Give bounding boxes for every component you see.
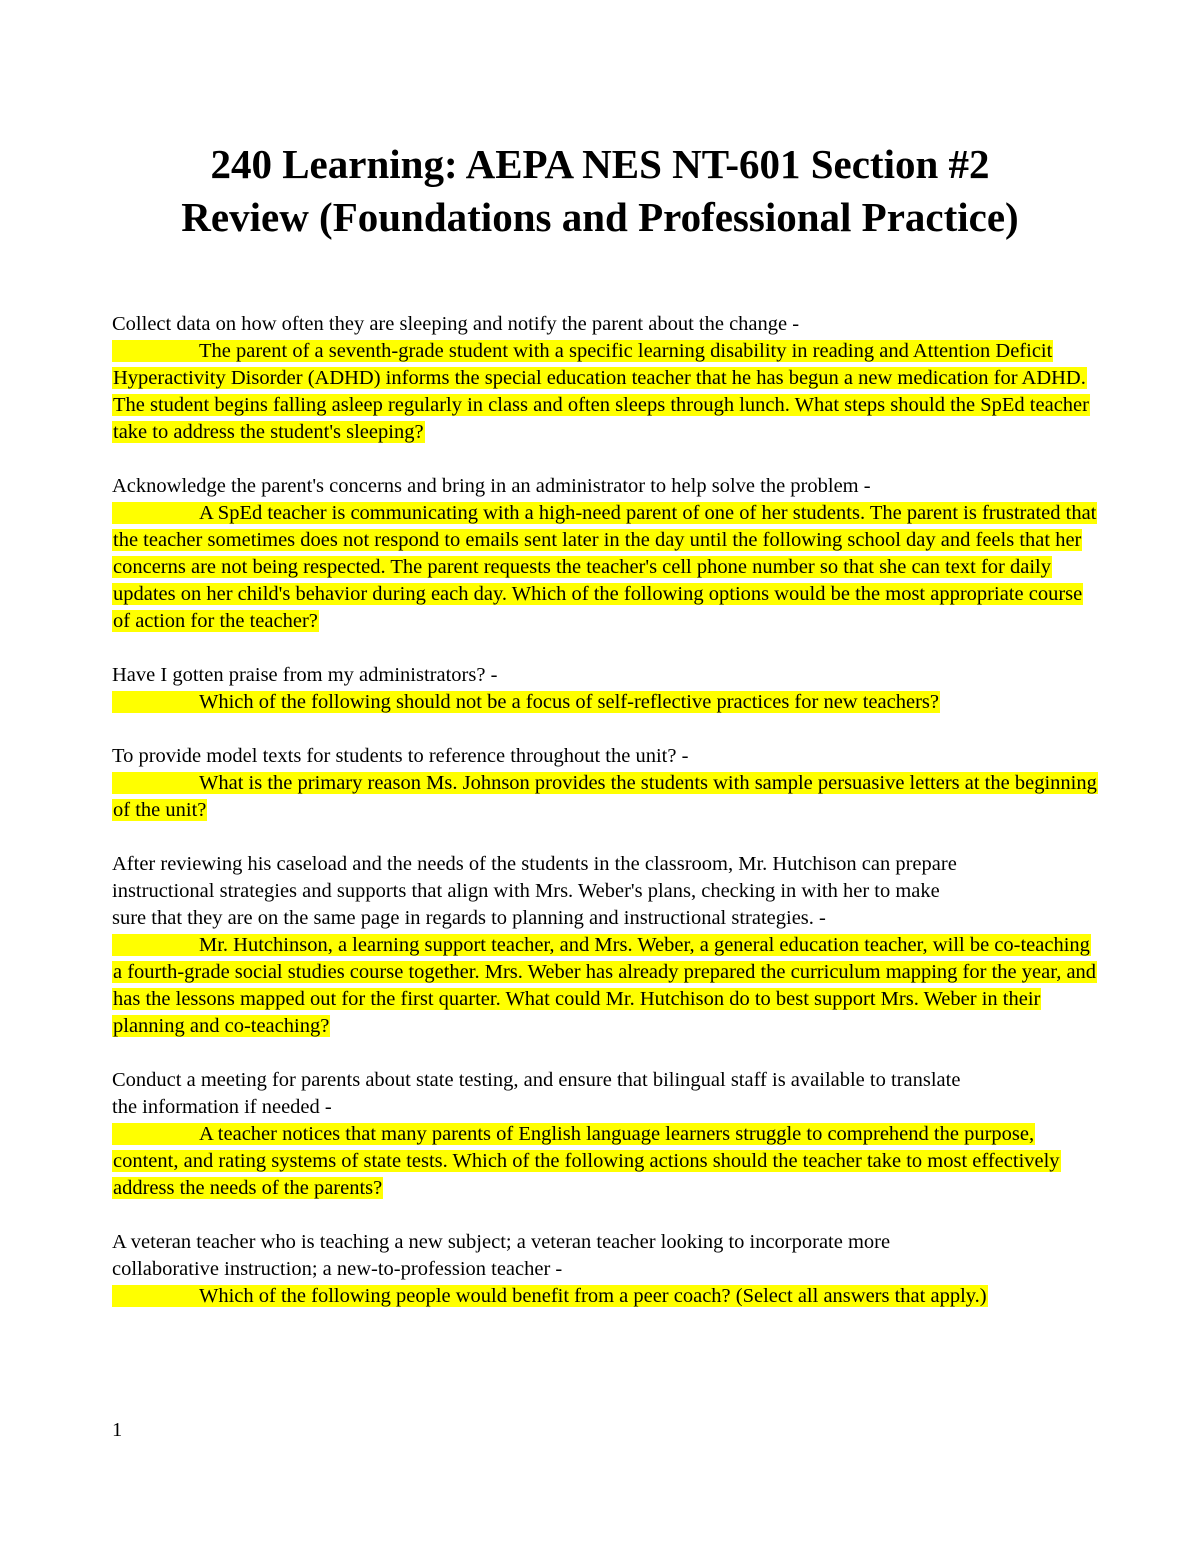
- qa-item-2: [112, 473, 1097, 635]
- answer-text: Acknowledge the parent's concerns and bring in an administrator to help solve the problem -: [112, 475, 871, 497]
- qa-item-3: [112, 662, 1097, 716]
- qa-item-4: [112, 743, 1097, 824]
- question-highlight: [112, 691, 940, 713]
- page-number: 1: [112, 1419, 123, 1441]
- question-block: [112, 770, 1097, 824]
- question-text: The parent of a seventh-grade student with a specific learning disability in reading and Attention Deficit Hyperactivity Disorder (ADHD) informs the special education teacher that he has begun a new medication for ADHD. The student begins falling asleep regularly in class and often sleeps through lunch. What steps should the SpEd teacher take to address the student's sleeping?: [113, 340, 1089, 443]
- question-highlight: [112, 1285, 988, 1307]
- question-text: Which of the following people would benefit from a peer coach? (Select all answers that apply.): [199, 1285, 987, 1307]
- answer-text-line-3: sure that they are on the same page in regards to planning and instructional strategies. -: [112, 907, 826, 929]
- answer-text-line-2: the information if needed -: [112, 1096, 332, 1118]
- question-highlight: [112, 772, 1098, 821]
- answer-text-line-2: instructional strategies and supports that align with Mrs. Weber's plans, checking in with her to make: [112, 880, 940, 902]
- question-highlight: [112, 934, 1097, 1037]
- answer-text-line-1: Conduct a meeting for parents about state testing, and ensure that bilingual staff is available to translate: [112, 1069, 961, 1091]
- answer-text: Have I gotten praise from my administrators? -: [112, 664, 498, 686]
- qa-item-5: [112, 851, 1097, 1040]
- question-block: [112, 1283, 1097, 1310]
- qa-item-7: [112, 1229, 1097, 1310]
- question-highlight: [112, 502, 1097, 632]
- question-highlight: [112, 1123, 1061, 1199]
- question-block: [112, 500, 1097, 635]
- title-line-1: 240 Learning: AEPA NES NT-601 Section #2: [210, 141, 990, 187]
- question-text: A SpEd teacher is communicating with a high-need parent of one of her students. The parent is frustrated that the teacher sometimes does not respond to emails sent later in the day until the following school day and feels that her concerns are not being respected. The parent requests the teacher's cell phone number so that she can text for daily updates on her child's behavior during each day. Which of the following options would be the most appropriate course of action for the teacher?: [113, 502, 1097, 632]
- question-text: A teacher notices that many parents of English language learners struggle to comprehend the purpose, content, and rating systems of state tests. Which of the following actions should the teacher take to most effectively address the needs of the parents?: [113, 1123, 1060, 1199]
- question-block: [112, 689, 1097, 716]
- qa-item-1: [112, 311, 1097, 446]
- answer-text-line-1: A veteran teacher who is teaching a new subject; a veteran teacher looking to incorporate more: [112, 1231, 891, 1253]
- question-highlight: [112, 340, 1090, 443]
- question-text: Which of the following should not be a focus of self-reflective practices for new teachers?: [199, 691, 939, 713]
- question-block: [112, 932, 1097, 1040]
- document-title: [100, 138, 1100, 244]
- title-line-2: Review (Foundations and Professional Practice): [181, 194, 1019, 240]
- answer-text-line-2: collaborative instruction; a new-to-profession teacher -: [112, 1258, 563, 1280]
- question-block: [112, 338, 1097, 446]
- qa-item-6: [112, 1067, 1097, 1202]
- question-block: [112, 1121, 1097, 1202]
- answer-text-line-1: After reviewing his caseload and the needs of the students in the classroom, Mr. Hutchison can prepare: [112, 853, 957, 875]
- question-text: Mr. Hutchinson, a learning support teacher, and Mrs. Weber, a general education teacher, will be co-teaching a fourth-grade social studies course together. Mrs. Weber has already prepared the curriculum mapping for the year, and has the lessons mapped out for the first quarter. What could Mr. Hutchison do to best support Mrs. Weber in their planning and co-teaching?: [113, 934, 1097, 1037]
- qa-list: [112, 311, 1097, 1337]
- answer-text: To provide model texts for students to reference throughout the unit? -: [112, 745, 689, 767]
- question-text: What is the primary reason Ms. Johnson provides the students with sample persuasive letters at the beginning of the unit?: [113, 772, 1097, 821]
- answer-text: Collect data on how often they are sleeping and notify the parent about the change -: [112, 313, 800, 335]
